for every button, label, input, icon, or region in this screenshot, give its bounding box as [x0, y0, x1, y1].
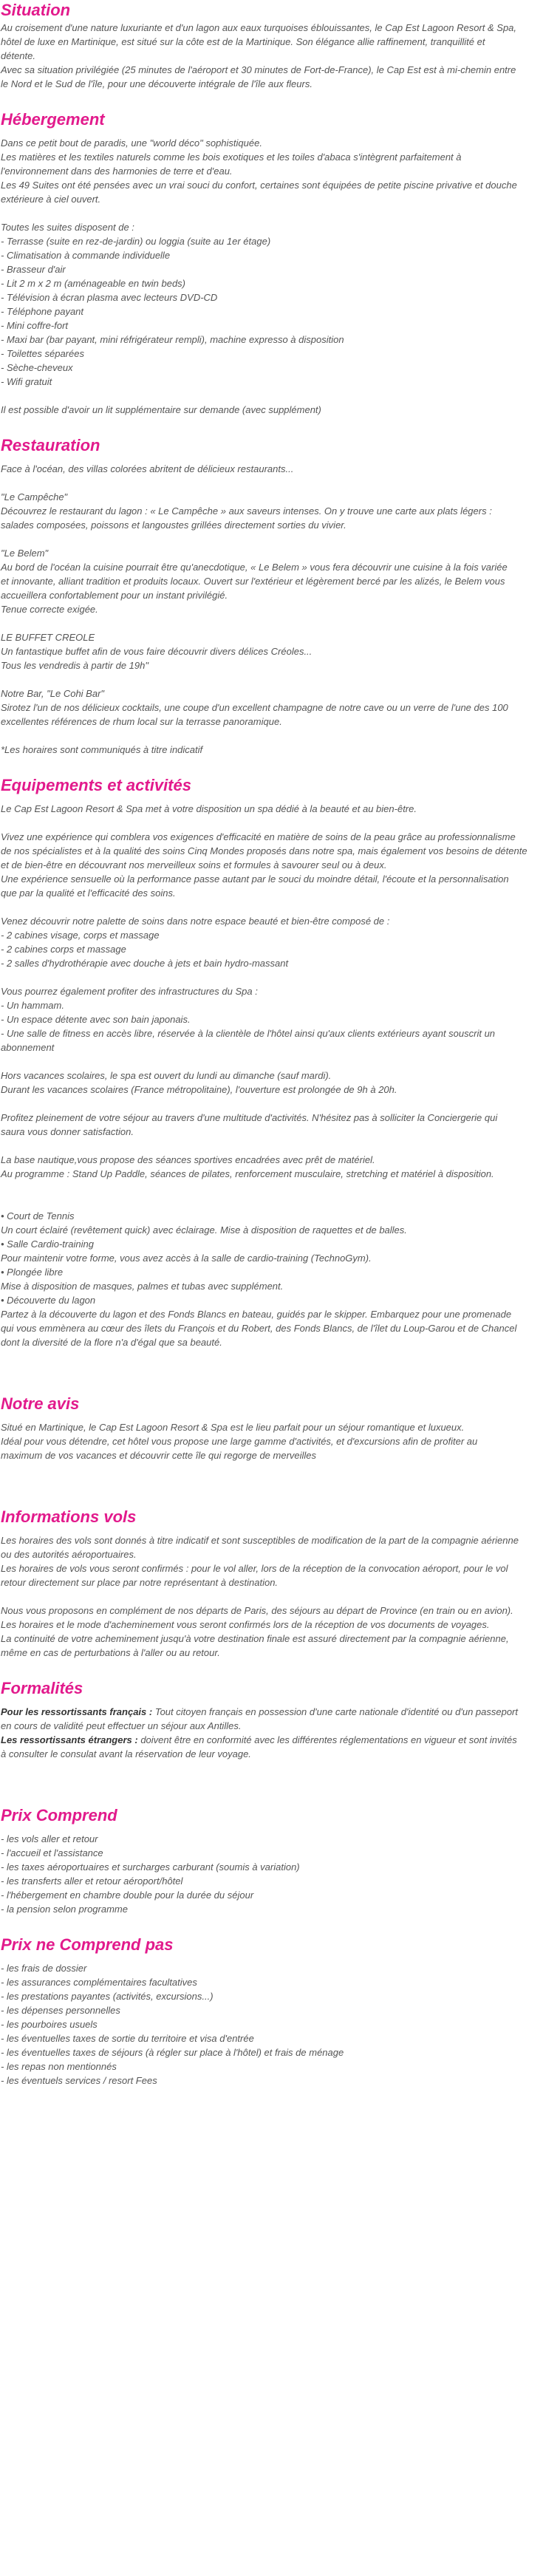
section-avis — [1, 1394, 559, 1462]
text-line: dont la diversité de la flore n'a d'égal que sa beauté. — [1, 1337, 222, 1348]
section-situation — [1, 0, 559, 91]
text-line: Tenue correcte exigée. — [1, 604, 98, 615]
section-hebergement — [1, 109, 559, 417]
formalites-fr-label: Pour les ressortissants français : — [1, 1706, 153, 1717]
text-line — [1, 729, 559, 743]
text-line: - Toilettes séparées — [1, 348, 84, 359]
text-line: Les matières et les textiles naturels comme les bois exotiques et les toiles d'abaca s'intègrent parfaitement à — [1, 151, 462, 163]
text-line: Les horaires des vols sont donnés à titre indicatif et sont susceptibles de modification de la part de la compagnie aérienne — [1, 1535, 519, 1546]
text-line: - Un espace détente avec son bain japonais. — [1, 1014, 191, 1025]
text-line: - les taxes aéroportuaires et surcharges carburant (soumis à variation) — [1, 1861, 300, 1873]
text-line — [1, 1195, 559, 1209]
text-line: même en cas de perturbations à l'aller ou au retour. — [1, 1647, 220, 1658]
text-line — [1, 816, 559, 830]
text-line: - Climatisation à commande individuelle — [1, 250, 171, 261]
text-line: Situé en Martinique, le Cap Est Lagoon Resort & Spa est le lieu parfait pour un séjour romantique et luxueux. — [1, 1422, 465, 1433]
prix-ne-comprend-list — [1, 1961, 559, 2088]
hebergement-body — [1, 136, 559, 417]
text-line: Au bord de l'océan la cuisine pourrait être qu'anecdotique, « Le Belem » vous fera découvrir une cuisine à la fois variée — [1, 562, 508, 573]
text-line: excellentes références de rhum local sur la terrasse panoramique. — [1, 716, 282, 727]
text-line: Face à l'océan, des villas colorées abritent de délicieux restaurants... — [1, 463, 294, 474]
text-line: - les transferts aller et retour aéroport/hôtel — [1, 1875, 183, 1887]
text-line: Un fantastique buffet afin de vous faire découvrir divers délices Créoles... — [1, 646, 313, 657]
text-line: • Découverte du lagon — [1, 1295, 96, 1306]
text-line: "Le Belem" — [1, 548, 49, 559]
text-line: "Le Campêche" — [1, 491, 68, 502]
formalites-fr-line-2: en cours de validité peut effectuer un séjour aux Antilles. — [1, 1720, 242, 1731]
text-line: saura vous donner satisfaction. — [1, 1126, 134, 1137]
situation-body — [1, 21, 559, 91]
text-line: La base nautique,vous propose des séances sportives encadrées avec prêt de matériel. — [1, 1154, 375, 1165]
text-line: Une expérience sensuelle où la performance passe autant par le souci du moindre détail, l'écoute et la personnalisation — [1, 873, 509, 885]
text-line: - Un hammam. — [1, 1000, 64, 1011]
text-line: Au croisement d'une nature luxuriante et d'un lagon aux eaux turquoises éblouissantes, le Cap Est Lagoon Resort & Spa, — [1, 22, 517, 33]
text-line: Partez à la découverte du lagon et des Fonds Blancs en bateau, guidés par le skipper. Embarquez pour une promenade — [1, 1309, 512, 1320]
text-line: - Mini coffre-fort — [1, 320, 69, 331]
text-line: - les prestations payantes (activités, excursions...) — [1, 1991, 214, 2002]
text-line — [1, 1097, 559, 1111]
text-line: hôtel de luxe en Martinique, est situé sur la côte est de la Martinique. Son élégance allie raffinement, tranquillité et — [1, 36, 485, 47]
formalites-fr-text-1: Tout citoyen français en possession d'une carte nationale d'identité ou d'un passeport — [152, 1706, 518, 1717]
text-line: - 2 cabines visage, corps et massage — [1, 930, 160, 941]
section-title-equipements: Equipements et activités — [1, 776, 191, 794]
formalites-fr-line — [1, 1705, 559, 1719]
text-line: Il est possible d'avoir un lit supplémentaire sur demande (avec supplément) — [1, 404, 321, 415]
text-line: Mise à disposition de masques, palmes et tubas avec supplément. — [1, 1281, 284, 1292]
text-line — [1, 1139, 559, 1153]
text-line: le Nord et le Sud de l'île, pour une découverte intégrale de l'île aux fleurs. — [1, 78, 313, 89]
section-title-hebergement: Hébergement — [1, 110, 105, 129]
text-line: Venez découvrir notre palette de soins dans notre espace beauté et bien-être composé de : — [1, 916, 390, 927]
avis-body — [1, 1420, 559, 1462]
restauration-body — [1, 462, 559, 757]
text-line: - Maxi bar (bar payant, mini réfrigérateur rempli), machine expresso à disposition — [1, 334, 344, 345]
text-line: - Sèche-cheveux — [1, 362, 73, 373]
text-line: - les éventuelles taxes de séjours (à régler sur place à l'hôtel) et frais de ménage — [1, 2047, 344, 2058]
section-title-vols: Informations vols — [1, 1507, 137, 1526]
text-line: - les éventuels services / resort Fees — [1, 2075, 157, 2086]
section-formalites — [1, 1678, 559, 1761]
text-line: Les horaires de vols vous seront confirmés : pour le vol aller, lors de la réception de la convocation aéroport, pour le vol — [1, 1563, 508, 1574]
text-line: accueillera confortablement pour un instant privilégié. — [1, 590, 228, 601]
section-title-avis: Notre avis — [1, 1394, 80, 1413]
text-line: l'environnement dans des harmonies de terre et d'eau. — [1, 166, 233, 177]
text-line: • Salle Cardio-training — [1, 1238, 94, 1250]
text-line: Tous les vendredis à partir de 19h" — [1, 660, 148, 671]
text-line — [1, 1589, 559, 1604]
text-line: - Terrasse (suite en rez-de-jardin) ou loggia (suite au 1er étage) — [1, 236, 271, 247]
text-line: - les assurances complémentaires facultatives — [1, 1977, 197, 1988]
text-line: de nos spécialistes et à la qualité des soins Cinq Mondes proposés dans notre spa, mais également vos besoins de détente — [1, 845, 527, 856]
text-line — [1, 476, 559, 490]
text-line: - l'hébergement en chambre double pour la durée du séjour — [1, 1890, 254, 1901]
section-title-situation: Situation — [1, 1, 71, 19]
text-line: Vivez une expérience qui comblera vos exigences d'efficacité en matière de soins de la peau grâce au professionnalisme — [1, 831, 516, 842]
text-line: Les 49 Suites ont été pensées avec un vrai souci du confort, certaines sont équipées de petite piscine privative et douche — [1, 180, 517, 191]
text-line: - 2 cabines corps et massage — [1, 944, 126, 955]
section-prix-comprend — [1, 1805, 559, 1916]
text-line: Sirotez l'un de nos délicieux cocktails, une coupe d'un excellent champagne de notre cave ou un verre de l'une des 100 — [1, 702, 508, 713]
text-line: Avec sa situation privilégiée (25 minutes de l'aéroport et 30 minutes de Fort-de-France), le Cap Est est à mi-chemin entre — [1, 64, 516, 75]
equipements-body — [1, 802, 559, 1349]
section-vols — [1, 1507, 559, 1660]
text-line: que par la qualité et l'efficacité des soins. — [1, 887, 176, 899]
text-line: Un court éclairé (revêtement quick) avec éclairage. Mise à disposition de raquettes et de balles. — [1, 1224, 407, 1236]
text-line: salades composées, poissons et langoustes grillées directement sorties du vivier. — [1, 519, 346, 531]
section-restauration — [1, 435, 559, 757]
text-line: - les frais de dossier — [1, 1963, 87, 1974]
text-line — [1, 970, 559, 984]
section-title-formalites: Formalités — [1, 1679, 83, 1697]
text-line: - Téléphone payant — [1, 306, 84, 317]
text-line: et de bien-être en découvrant nos merveilleux soins et formules à savourer seul ou à deux. — [1, 859, 387, 870]
text-line: - Lit 2 m x 2 m (aménageable en twin beds) — [1, 278, 186, 289]
text-line: Pour maintenir votre forme, vous avez accès à la salle de cardio-training (TechnoGym). — [1, 1253, 372, 1264]
text-line: maximum de vos vacances et découvrir cette île qui regorge de merveilles — [1, 1450, 317, 1461]
formalites-et-text-1: doivent être en conformité avec les différentes réglementations en vigueur et sont invités — [137, 1734, 517, 1745]
text-line: - 2 salles d'hydrothérapie avec douche à jets et bain hydro-massant — [1, 958, 289, 969]
text-line: Idéal pour vous détendre, cet hôtel vous propose une large gamme d'activités, et d'excursions afin de profiter au — [1, 1436, 478, 1447]
text-line: - Wifi gratuit — [1, 376, 52, 387]
text-line: - Brasseur d'air — [1, 264, 66, 275]
text-line: et innovante, alliant tradition et produits locaux. Ouvert sur l'extérieur et légèrement bercé par les alizés, le Belem vous — [1, 576, 505, 587]
text-line: - l'accueil et l'assistance — [1, 1847, 103, 1858]
text-line — [1, 1181, 559, 1195]
text-line: LE BUFFET CREOLE — [1, 632, 95, 643]
text-line: détente. — [1, 50, 35, 61]
text-line: ou des autorités aéroportuaires. — [1, 1549, 137, 1560]
text-line: - Télévision à écran plasma avec lecteurs DVD-CD — [1, 292, 218, 303]
text-line: *Les horaires sont communiqués à titre indicatif — [1, 744, 203, 755]
text-line: retour directement sur place par notre représentant à destination. — [1, 1577, 279, 1588]
prix-comprend-list — [1, 1832, 559, 1916]
text-line: qui vous emmènera au cœur des îlets du François et du Robert, des Fonds Blancs, de l'îlet du Loup-Garou et de Chancel — [1, 1323, 517, 1334]
text-line: abonnement — [1, 1042, 55, 1053]
text-line: - la pension selon programme — [1, 1904, 128, 1915]
section-title-prix-ne-comprend: Prix ne Comprend pas — [1, 1935, 174, 1954]
section-prix-ne-comprend — [1, 1935, 559, 2088]
formalites-et-label: Les ressortissants étrangers : — [1, 1734, 138, 1745]
text-line: • Plongée libre — [1, 1267, 64, 1278]
section-title-restauration: Restauration — [1, 436, 100, 454]
text-line: Dans ce petit bout de paradis, une "world déco" sophistiquée. — [1, 137, 262, 149]
text-line: Notre Bar, "Le Cohi Bar" — [1, 688, 105, 699]
text-line — [1, 672, 559, 686]
formalites-et-line — [1, 1733, 559, 1747]
section-title-prix-comprend: Prix Comprend — [1, 1806, 117, 1824]
text-line: Le Cap Est Lagoon Resort & Spa met à votre disposition un spa dédié à la beauté et au bien-être. — [1, 803, 417, 814]
text-line: - les vols aller et retour — [1, 1833, 98, 1844]
text-line — [1, 900, 559, 914]
text-line: - les éventuelles taxes de sortie du territoire et visa d'entrée — [1, 2033, 254, 2044]
text-line: Vous pourrez également profiter des infrastructures du Spa : — [1, 986, 258, 997]
text-line — [1, 532, 559, 546]
text-line — [1, 616, 559, 630]
text-line: Hors vacances scolaires, le spa est ouvert du lundi au dimanche (sauf mardi). — [1, 1070, 332, 1081]
section-equipements — [1, 775, 559, 1349]
text-line: - les dépenses personnelles — [1, 2005, 120, 2016]
text-line: • Court de Tennis — [1, 1210, 75, 1221]
text-line: Les horaires et le mode d'acheminement vous seront confirmés lors de la réception de vos documents de voyages. — [1, 1619, 490, 1630]
text-line: - Une salle de fitness en accès libre, réservée à la clientèle de l'hôtel ainsi qu'aux clients extérieurs ayant souscrit un — [1, 1028, 496, 1039]
text-line — [1, 389, 559, 403]
text-line: - les repas non mentionnés — [1, 2061, 117, 2072]
text-line: La continuité de votre acheminement jusqu'à votre destination finale est assuré directement par la compagnie aérienne, — [1, 1633, 509, 1644]
formalites-et-line-2: à consulter le consulat avant la réservation de leur voyage. — [1, 1748, 251, 1759]
text-line: Toutes les suites disposent de : — [1, 222, 134, 233]
text-line: - les pourboires usuels — [1, 2019, 98, 2030]
text-line: Nous vous proposons en complément de nos départs de Paris, des séjours au départ de Province (en train ou en avion). — [1, 1605, 513, 1616]
text-line: Durant les vacances scolaires (France métropolitaine), l'ouverture est prolongée de 9h à 20h. — [1, 1084, 397, 1095]
text-line — [1, 1054, 559, 1069]
text-line: Profitez pleinement de votre séjour au travers d'une multitude d'activités. N'hésitez pas à solliciter la Conciergerie qui — [1, 1112, 498, 1123]
text-line: Au programme : Stand Up Paddle, séances de pilates, renforcement musculaire, stretching et matériel à disposition. — [1, 1168, 494, 1179]
text-line — [1, 206, 559, 220]
vols-body — [1, 1533, 559, 1660]
text-line: extérieure à ciel ouvert. — [1, 194, 101, 205]
text-line: Découvrez le restaurant du lagon : « Le Campêche » aux saveurs intenses. On y trouve une carte aux plats légers : — [1, 505, 492, 517]
